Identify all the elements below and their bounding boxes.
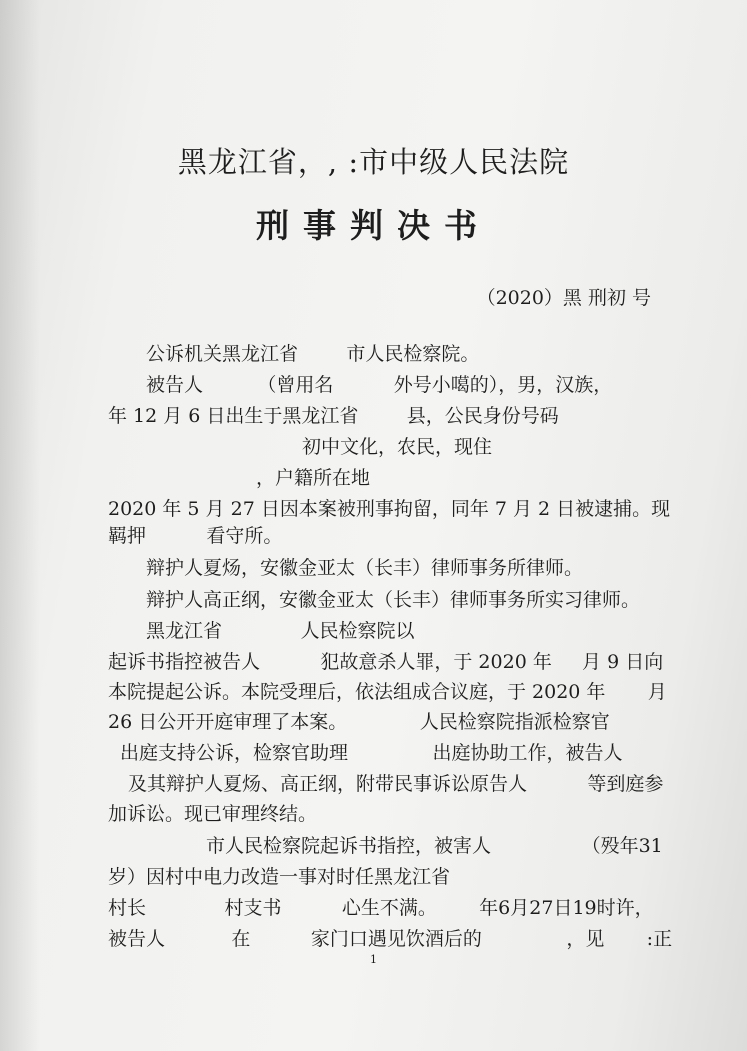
text-line: 2020 年 5 月 27 日因本案被刑事拘留，同年 7 月 2 日被逮捕。现 (108, 498, 671, 520)
text-line: 及其辩护人夏炀、高正纲，附带民事诉讼原告人 等到庭参 (128, 773, 664, 795)
text-line: 26 日公开开庭审理了本案。 人民检察院指派检察官 (108, 711, 610, 733)
text-line: 被告人 （曾用名 外号小噶的），男，汉族， (146, 374, 613, 396)
document-title: 刑事判决书 (256, 206, 491, 245)
text-line: 初中文化，农民，现住 (302, 436, 493, 458)
court-name: 黑龙江省，, :市中级人民法院 (177, 145, 570, 179)
text-line: 村长 村支书 心生不满。 年6月27日19时许， (108, 897, 654, 919)
text-line: 被告人 在 家门口遇见饮酒后的 ，见 :正 (108, 928, 673, 950)
text-line: 岁）因村中电力改造一事对时任黑龙江省 (108, 866, 451, 888)
text-line: 黑龙江省 人民检察院以 (146, 620, 415, 642)
text-line: ，户籍所在地 (256, 467, 371, 489)
case-number: （2020）黑 刑初 号 (476, 287, 651, 309)
text-line: 年 12 月 6 日出生于黑龙江省 县，公民身份号码 (108, 405, 559, 427)
text-line: 辩护人高正纲，安徽金亚太（长丰）律师事务所实习律师。 (146, 589, 641, 611)
text-line: 出庭支持公诉，检察官助理 出庭协助工作，被告人 (120, 742, 623, 764)
text-line: 本院提起公诉。本院受理后，依法组成合议庭，于 2020 年 月 (108, 681, 667, 703)
text-line: 羁押 看守所。 (108, 525, 283, 547)
page-number: 1 (370, 953, 377, 966)
text-line: 公诉机关黑龙江省 市人民检察院。 (146, 343, 480, 365)
text-line: 市人民检察院起诉书指控，被害人 （殁年31 (206, 835, 663, 857)
text-line: 加诉讼。现已审理终结。 (108, 803, 318, 825)
text-line: 起诉书指控被告人 犯故意杀人罪，于 2020 年 月 9 日向 (108, 651, 664, 673)
text-line: 辩护人夏炀，安徽金亚太（长丰）律师事务所律师。 (146, 557, 584, 579)
